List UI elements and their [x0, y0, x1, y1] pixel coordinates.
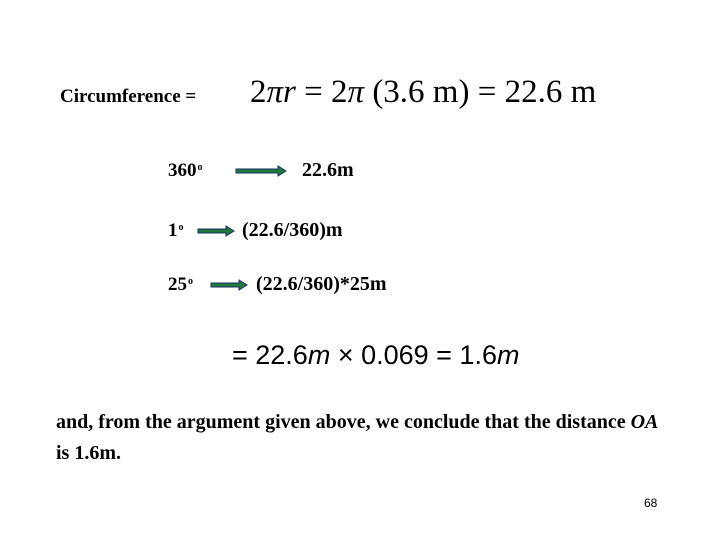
eq-pi-2: π [347, 74, 365, 110]
right-arrow-icon [211, 280, 247, 290]
row-25-label [168, 274, 193, 296]
row-1-label [168, 220, 184, 242]
row-1-degree: o [178, 222, 184, 233]
circumference-equation [250, 74, 596, 111]
row-25-number: 25 [168, 274, 187, 295]
result-equation [232, 340, 519, 371]
row-360-degree: o [197, 162, 203, 173]
conclusion-oa: OA [630, 411, 659, 433]
conclusion-paragraph [56, 407, 676, 469]
row-360-number: 360 [168, 160, 197, 181]
page-number: 68 [644, 496, 658, 510]
result-prefix: = 22.6 [232, 340, 308, 370]
row-25-degree: o [188, 276, 193, 287]
row-25-value: (22.6/360)*25m [256, 273, 387, 295]
eq-rest-b: (3.6 m) = 22.6 m [364, 74, 597, 110]
row-360-value: 22.6m [302, 159, 354, 181]
result-times: × 0.069 = 1.6 [330, 340, 497, 370]
row-360-label [168, 160, 203, 182]
eq-r: r [283, 74, 296, 110]
conclusion-text-b: is 1.6m. [56, 442, 121, 464]
conclusion-text-a: and, from the argument given above, we conclude that the distance [56, 411, 631, 433]
result-unit-1: m [307, 340, 331, 370]
row-1-value: (22.6/360)m [242, 219, 343, 241]
circumference-label: Circumference = [60, 86, 197, 107]
row-1-number: 1 [168, 220, 178, 241]
eq-pi: π [266, 74, 284, 110]
right-arrow-icon [236, 166, 286, 176]
eq-coeff: 2 [250, 74, 267, 110]
result-unit-2: m [496, 340, 520, 370]
eq-rest-a: = 2 [295, 74, 348, 110]
right-arrow-icon [198, 226, 234, 236]
